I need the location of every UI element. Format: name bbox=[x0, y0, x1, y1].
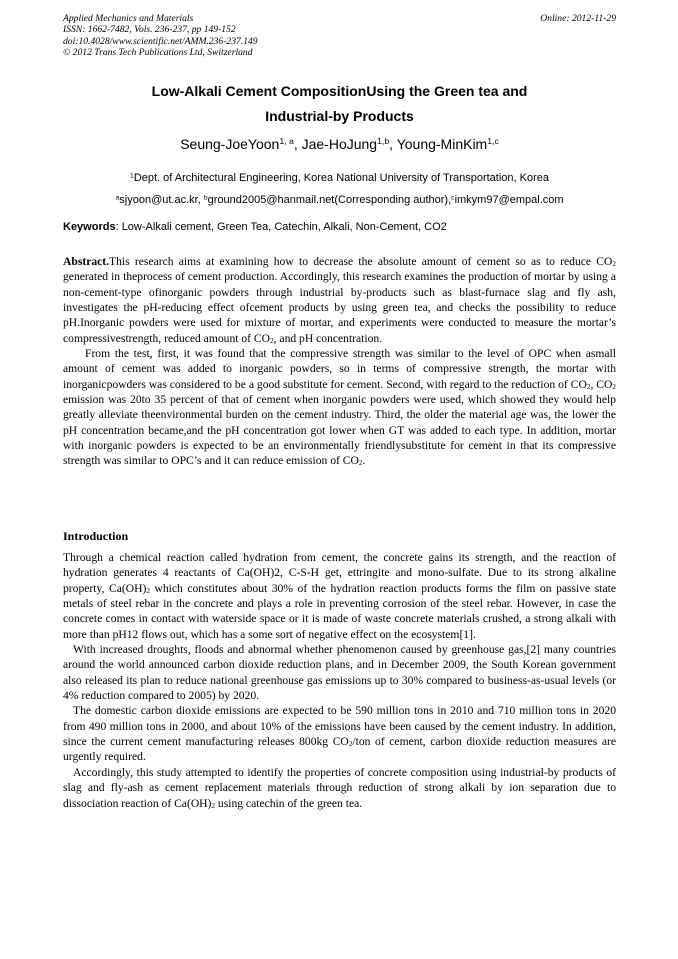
online-date: Online: 2012-11-29 bbox=[540, 13, 616, 24]
subscript: 2 bbox=[348, 740, 353, 749]
body-paragraph: With increased droughts, floods and abnormal whether phenomenon caused by greenhouse gas,[2] many countries around the world announced carbon dioxide reduction plans, and in December 2009, the South Korean government also released its plan to reduce national greenhouse gas emissions up to 30% compared to business-as-usual levels (or 4% reduction compared to 2005) by 2020. bbox=[63, 643, 616, 703]
abstract-text: generated in theprocess of cement production. Accordingly, this research examines the production of mortar by using a non-cement-type ofinorganic powders through industrial by-products such as blast-furnace slag and fly ash, investigates the pH-reducing effect ofcement products by using green tea, and checks the possibility to reduce pH.Inorganic powders were used for mixture of mortar, and experiments were conducted to measure the mortar’s compressivestrength, reduced amount of CO bbox=[63, 270, 616, 345]
email-mark: a bbox=[115, 194, 120, 202]
keywords-text: : Low-Alkali cement, Green Tea, Catechin, Alkali, Non-Cement, CO2 bbox=[115, 221, 447, 233]
email-mark: c bbox=[451, 194, 455, 202]
author-affiliation-mark: 1,b bbox=[377, 136, 390, 147]
author-separator: , bbox=[293, 136, 302, 152]
body-text: /ton of cement, carbon dioxide reduction measures are urgently required. bbox=[63, 735, 616, 764]
keywords-line bbox=[63, 220, 616, 234]
introduction-section bbox=[63, 550, 616, 811]
subscript: 2 bbox=[211, 801, 216, 810]
abstract-text: This research aims at examining how to decrease the absolute amount of cement so as to reduce CO bbox=[109, 255, 613, 268]
body-text: which constitutes about 30% of the hydration reaction products forms the film on passive state metals of steel rebar in the concrete and plays a role in preventing corrosion of the steel rebar. However, in case the concrete comes in contact with waterside space or it is made of waste concrete materials crushed, a strong alkali with more than pH12 flows out, which has a some sort of negative effect on the ecosystem[1]. bbox=[63, 581, 616, 641]
body-paragraph bbox=[63, 765, 616, 811]
abstract-text: emission was 20to 35 percent of that of cement when inorganic powders were used, which showed they would help greatly alleviate theenvironmental burden on the cement industry. Third, the older the material age was, the lower the pH concentration became,and the pH concentration got lower when GT was added to each type. In addition, mortar with inorganic powders is expected to be an environmentally friendlysubstitute for cement in that its compressive strength was similar to OPC’s and it can reduce emission of CO bbox=[63, 393, 616, 468]
author-affiliation-mark: 1,c bbox=[487, 136, 499, 147]
copyright-line: © 2012 Trans Tech Publications Ltd, Switzerland bbox=[63, 47, 253, 59]
abstract-paragraph bbox=[63, 346, 616, 469]
title-line-1: Low-Alkali Cement CompositionUsing the Green tea and bbox=[151, 83, 528, 99]
body-text: Accordingly, this study attempted to identify the properties of concrete composition using industrial-by products of slag and fly-ash as cement replacement materials through reduction of strong alkali by ion separation due to dissociation reaction of Ca(OH) bbox=[63, 765, 616, 810]
journal-header bbox=[63, 13, 616, 59]
email-line bbox=[63, 189, 616, 211]
doi-line[interactable]: doi:10.4028/www.scientific.net/AMM.236-237.149 bbox=[63, 35, 258, 47]
body-text: The domestic carbon dioxide emissions are expected to be 590 million tons in 2010 and 710 million tons in 2020 from 490 million tons in 2000, and about 10% of the emissions have been caused by the cement industry. In addition, since the current cement manufacturing releases 800kg CO bbox=[63, 704, 616, 749]
abstract-text: From the test, first, it was found that the compressive strength was similar to the level of OPC when asmall amount of cement was added to inorganic powders, so in terms of compressive strength, the mortar with inorganicpowders was considered to be a good substitute for cement. Second, with regard to the reduction of CO bbox=[63, 347, 616, 391]
subscript: 2 bbox=[612, 260, 616, 269]
email-mark: b bbox=[203, 194, 208, 202]
abstract-text: , CO bbox=[590, 377, 613, 391]
abstract-paragraph bbox=[63, 254, 616, 346]
email-link[interactable]: imkym97@empal.com bbox=[454, 194, 564, 206]
abstract-text: , and pH concentration. bbox=[273, 331, 383, 345]
body-text: using catechin of the green tea. bbox=[215, 796, 363, 810]
title-line-2: Industrial-by Products bbox=[265, 108, 414, 124]
subscript: 2 bbox=[270, 336, 274, 345]
email-link[interactable]: ground2005@hanmail.net(Corresponding author), bbox=[207, 194, 452, 206]
author-name: Seung-JoeYoon bbox=[180, 136, 280, 152]
subscript: 2 bbox=[612, 382, 617, 391]
section-heading-introduction: Introduction bbox=[63, 529, 129, 543]
abstract-label: Abstract. bbox=[63, 255, 110, 268]
author-name: Jae-HoJung bbox=[301, 136, 378, 152]
author-affiliation-mark: 1, a bbox=[279, 136, 294, 147]
journal-name: Applied Mechanics and Materials bbox=[63, 13, 194, 24]
paper-title bbox=[63, 79, 616, 129]
body-paragraph bbox=[63, 703, 616, 764]
keywords-label: Keywords bbox=[63, 221, 116, 233]
affiliation-line bbox=[63, 167, 616, 189]
email-link[interactable]: sjyoon@ut.ac.kr, bbox=[119, 194, 204, 206]
body-text: Through a chemical reaction called hydration from cement, the concrete gains its strength, and the reaction of hydration generates 4 reactants of Ca(OH)2, C-S-H get, ettringite and mono-sulfate. Due to its strong alkaline property, Ca(OH) bbox=[63, 551, 616, 595]
subscript: 2 bbox=[358, 459, 363, 468]
author-list bbox=[63, 136, 616, 153]
abstract-text: . bbox=[362, 454, 366, 468]
affiliation-mark: 1 bbox=[130, 172, 134, 180]
body-paragraph bbox=[63, 550, 616, 642]
abstract-section bbox=[63, 254, 616, 469]
subscript: 2 bbox=[146, 586, 150, 595]
subscript: 2 bbox=[586, 382, 591, 391]
issn-line: ISSN: 1662-7482, Vols. 236-237, pp 149-152 bbox=[63, 24, 236, 36]
affiliation-block bbox=[63, 167, 616, 211]
author-separator: , bbox=[389, 136, 397, 152]
author-name: Young-MinKim bbox=[396, 136, 488, 152]
affiliation-text: Dept. of Architectural Engineering, Korea National University of Transportation, Korea bbox=[133, 172, 549, 184]
